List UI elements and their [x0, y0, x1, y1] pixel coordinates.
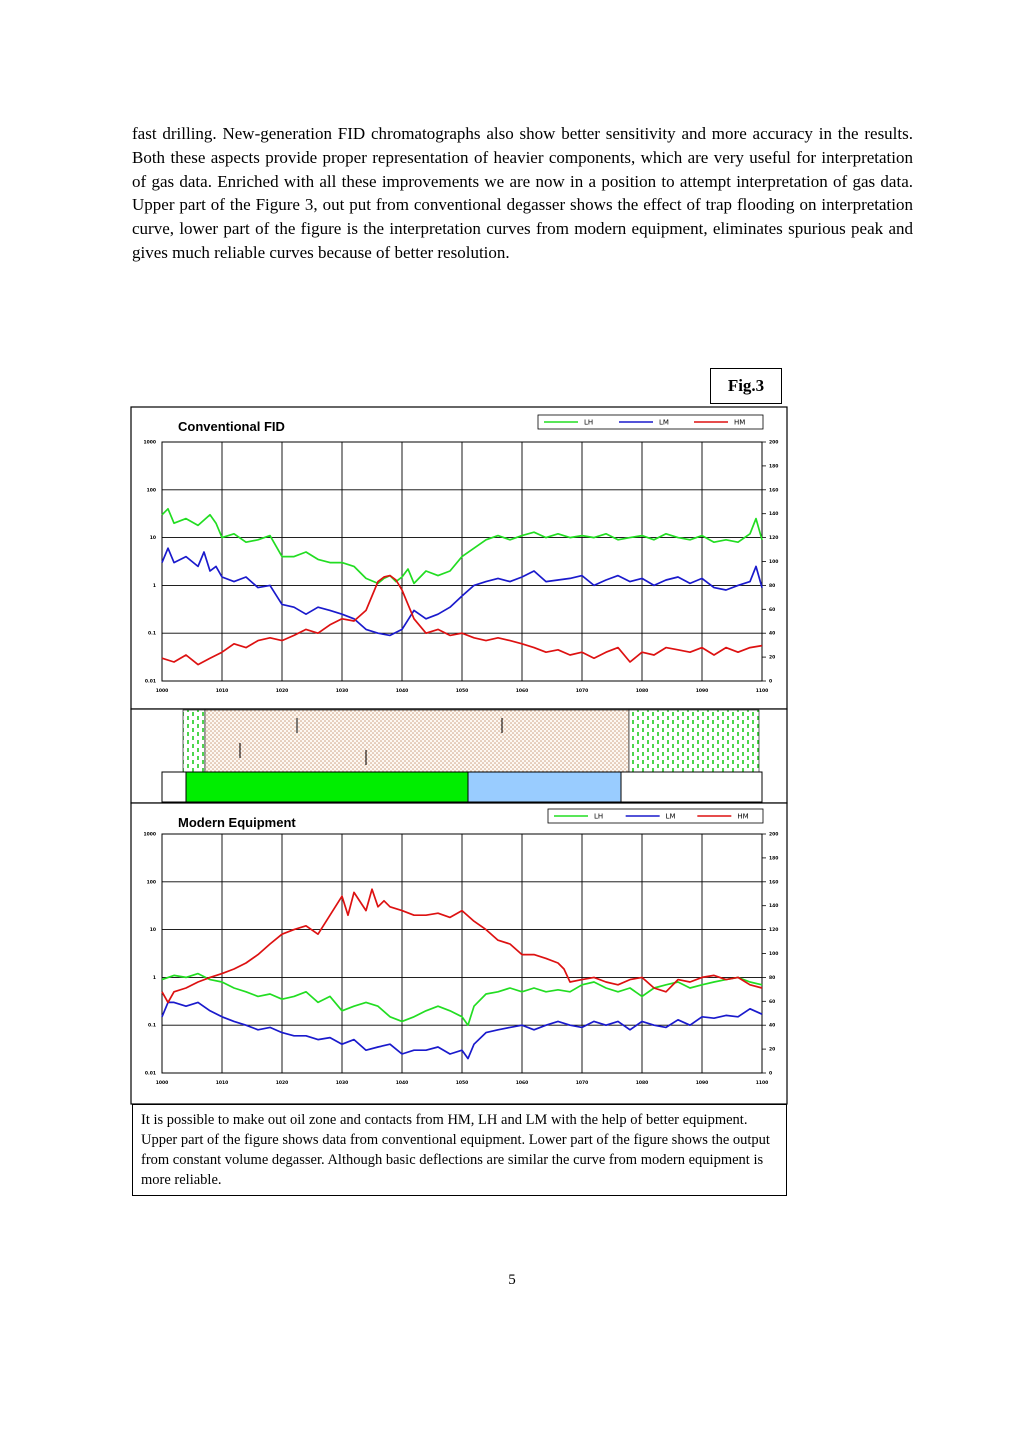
x-tick-label: 1020 — [275, 1081, 289, 1086]
chart-legend — [548, 809, 763, 823]
x-tick-label: 1010 — [215, 1081, 229, 1086]
x-tick-label: 1060 — [515, 689, 529, 694]
x-tick-label: 1030 — [335, 1081, 349, 1086]
zone-water — [468, 772, 621, 802]
y-right-tick-label: 100 — [769, 560, 779, 565]
lower-chart-frame — [131, 803, 787, 1104]
y-right-tick-label: 140 — [769, 904, 779, 910]
x-tick-label: 1040 — [395, 689, 409, 694]
green-pattern-left — [183, 710, 205, 772]
y-right-tick-label: 20 — [769, 1047, 776, 1053]
y-right-tick-label: 80 — [769, 583, 776, 589]
chart-title: Modern Equipment — [178, 815, 296, 830]
y-right-tick-label: 40 — [769, 631, 776, 637]
x-tick-label: 1050 — [455, 689, 469, 694]
x-tick-label: 1070 — [575, 1081, 589, 1086]
x-tick-label: 1070 — [575, 689, 589, 694]
y-right-tick-label: 200 — [769, 440, 779, 446]
x-tick-label: 1020 — [275, 689, 289, 694]
y-right-tick-label: 100 — [769, 952, 779, 957]
x-tick-label: 1080 — [635, 1081, 649, 1086]
fluid-zone-bar — [162, 772, 762, 802]
y-left-tick-label: 10 — [149, 928, 156, 934]
y-left-tick-label: 0.1 — [148, 631, 156, 637]
legend-label-hm: HM — [737, 812, 749, 821]
sand-pattern — [205, 710, 629, 772]
x-tick-label: 1030 — [335, 689, 349, 694]
y-right-tick-label: 0 — [769, 679, 773, 685]
figure-label: Fig.3 — [710, 368, 782, 404]
y-left-tick-label: 100 — [146, 488, 156, 494]
y-left-tick-label: 100 — [146, 880, 156, 886]
x-tick-label: 1100 — [755, 689, 769, 694]
legend-label-lh: LH — [594, 812, 604, 821]
chart-title: Conventional FID — [178, 419, 285, 434]
y-right-tick-label: 20 — [769, 655, 776, 661]
x-tick-label: 1080 — [635, 689, 649, 694]
y-left-tick-label: 1000 — [143, 440, 156, 446]
lithology-strip — [131, 709, 787, 803]
page-number: 5 — [508, 1272, 516, 1288]
y-right-tick-label: 0 — [769, 1071, 773, 1077]
y-right-tick-label: 160 — [769, 880, 779, 886]
y-left-tick-label: 0.01 — [144, 1071, 156, 1077]
y-right-tick-label: 180 — [769, 464, 779, 470]
y-left-tick-label: 0.01 — [144, 679, 156, 685]
zone-oil — [186, 772, 468, 802]
legend-label-lh: LH — [584, 418, 594, 427]
y-right-tick-label: 120 — [769, 536, 779, 542]
x-tick-label: 1000 — [155, 1081, 169, 1086]
upper-chart-frame — [131, 407, 787, 709]
y-left-tick-label: 1000 — [143, 832, 156, 838]
zone-white — [621, 772, 762, 802]
y-right-tick-label: 120 — [769, 928, 779, 934]
x-tick-label: 1010 — [215, 689, 229, 694]
green-pattern-right — [629, 710, 759, 772]
y-right-tick-label: 40 — [769, 1023, 776, 1029]
y-left-tick-label: 10 — [149, 536, 156, 542]
legend-label-lm: LM — [659, 418, 669, 427]
legend-label-lm: LM — [665, 812, 676, 821]
y-right-tick-label: 160 — [769, 488, 779, 494]
paragraph-text: fast drilling. New-generation FID chromatographs also show better sensitivity and more accuracy in the results. Both these aspects provide proper representation of heavier components, which are very useful for interpretation of gas data. Enriched with all these improvements we are now in a position to attempt interpretation of gas data. Upper part of the Figure 3, out put from conventional degasser shows the effect of trap flooding on interpretation curve, lower part of the figure is the interpretation curves from modern equipment, eliminates spurious peak and gives much reliable curves because of better resolution. — [132, 124, 913, 262]
y-left-tick-label: 0.1 — [148, 1023, 156, 1029]
x-tick-label: 1040 — [395, 1081, 409, 1086]
y-right-tick-label: 180 — [769, 856, 779, 862]
x-tick-label: 1090 — [695, 1081, 709, 1086]
legend-label-hm: HM — [734, 418, 746, 427]
chart-legend — [538, 415, 763, 429]
y-right-tick-label: 60 — [769, 607, 776, 613]
y-right-tick-label: 200 — [769, 832, 779, 838]
y-right-tick-label: 80 — [769, 975, 776, 981]
x-tick-label: 1090 — [695, 689, 709, 694]
x-tick-label: 1100 — [755, 1081, 769, 1086]
figure-caption: It is possible to make out oil zone and contacts from HM, LH and LM with the help of better equipment. Upper part of the figure shows data from conventional equipment. Lower part of the figure shows the output from constant volume degasser. Although basic deflections are similar the curve from modern equipment is more reliable. — [132, 1104, 787, 1196]
x-tick-label: 1060 — [515, 1081, 529, 1086]
y-right-tick-label: 140 — [769, 512, 779, 518]
y-left-tick-label: 1 — [152, 583, 156, 589]
y-right-tick-label: 60 — [769, 999, 776, 1005]
x-tick-label: 1000 — [155, 689, 169, 694]
x-tick-label: 1050 — [455, 1081, 469, 1086]
y-left-tick-label: 1 — [152, 975, 156, 981]
zone-white — [162, 772, 186, 802]
